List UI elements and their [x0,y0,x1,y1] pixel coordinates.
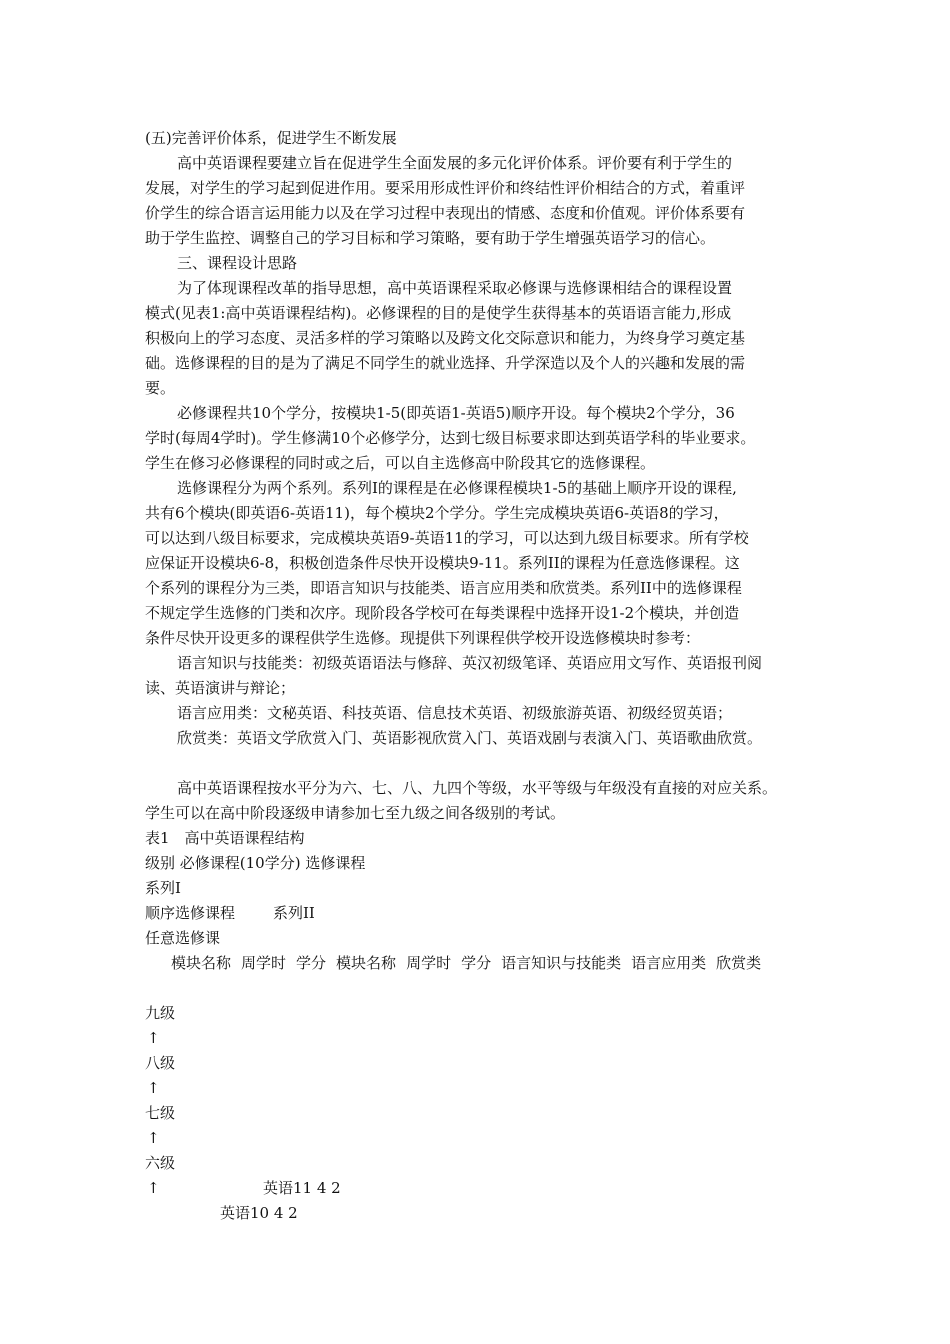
levels-paragraph-line: 高中英语课程按水平分为六、七、八、九四个等级，水平等级与年级没有直接的对应关系。 [177,779,778,797]
column-header: 周学时 [241,954,287,972]
section3-paragraph-line: 为了体现课程改革的指导思想，高中英语课程采取必修课与选修课相结合的课程设置 [177,279,733,297]
table-header-row: 任意选修课 [145,929,221,947]
required-courses-line: 学时(每周4学时)。学生修满10个必修学分，达到七级目标要求即达到英语学科的毕业要求。 [145,429,756,447]
table-row-english-11: 英语11 4 2 [263,1179,341,1197]
section5-heading: (五)完善评价体系，促进学生不断发展 [145,129,397,147]
level-label: 八级 [145,1054,176,1072]
table-header-row: 系列I [145,879,181,897]
table-header-row: 顺序选修课程 [145,904,236,922]
section5-paragraph-line: 价学生的综合语言运用能力以及在学习过程中表现出的情感、态度和价值观。评价体系要有 [145,204,746,222]
column-header: 欣赏类 [716,954,762,972]
up-arrow-icon: ↑ [147,1179,160,1197]
category-appreciation: 欣赏类：英语文学欣赏入门、英语影视欣赏入门、英语戏剧与表演入门、英语歌曲欣赏。 [177,729,763,747]
section5-paragraph-line: 发展，对学生的学习起到促进作用。要采用形成性评价和终结性评价相结合的方式，着重评 [145,179,746,197]
up-arrow-icon: ↑ [147,1079,160,1097]
column-header: 学分 [461,954,492,972]
elective-courses-line: 个系列的课程分为三类，即语言知识与技能类、语言应用类和欣赏类。系列II中的选修课程 [145,579,742,597]
level-label: 六级 [145,1154,176,1172]
column-header: 语言知识与技能类 [501,954,622,972]
category-language-skills-line: 语言知识与技能类：初级英语语法与修辞、英汉初级笔译、英语应用文写作、英语报刊阅 [177,654,763,672]
section5-paragraph-line: 高中英语课程要建立旨在促进学生全面发展的多元化评价体系。评价要有利于学生的 [177,154,733,172]
category-language-application: 语言应用类：文秘英语、科技英语、信息技术英语、初级旅游英语、初级经贸英语； [177,704,733,722]
up-arrow-icon: ↑ [147,1129,160,1147]
elective-courses-line: 应保证开设模块6-8，积极创造条件尽快开设模块9-11。系列II的课程为任意选修课程。这 [145,554,740,572]
table-header-row: 级别 必修课程(10学分) 选修课程 [145,854,366,872]
elective-courses-line: 选修课程分为两个系列。系列I的课程是在必修课程模块1-5的基础上顺序开设的课程, [177,479,737,497]
elective-courses-line: 条件尽快开设更多的课程供学生选修。现提供下列课程供学校开设选修模块时参考： [145,629,701,647]
category-language-skills-line: 读、英语演讲与辩论； [145,679,296,697]
table-column-headers [171,951,771,976]
level-label: 七级 [145,1104,176,1122]
section3-heading: 三、课程设计思路 [177,254,298,272]
column-header: 模块名称 [171,954,232,972]
elective-courses-line: 共有6个模块(即英语6-英语11)，每个模块2个学分。学生完成模块英语6-英语8的学习， [145,504,729,522]
table-header-row: 系列II [273,904,315,922]
section3-paragraph-line: 积极向上的学习态度、灵活多样的学习策略以及跨文化交际意识和能力，为终身学习奠定基 [145,329,746,347]
table-row-english-10: 英语10 4 2 [220,1204,298,1222]
section3-paragraph-line: 要。 [145,379,176,397]
section3-paragraph-line: 模式(见表1:高中英语课程结构)。必修课程的目的是使学生获得基本的英语语言能力,形成 [145,304,732,322]
required-courses-line: 必修课程共10个学分，按模块1-5(即英语1-英语5)顺序开设。每个模块2个学分，36 [177,404,735,422]
levels-paragraph-line: 学生可以在高中阶段逐级申请参加七至九级之间各级别的考试。 [145,804,566,822]
required-courses-line: 学生在修习必修课程的同时或之后，可以自主选修高中阶段其它的选修课程。 [145,454,656,472]
column-header: 模块名称 [336,954,397,972]
up-arrow-icon: ↑ [147,1029,160,1047]
column-header: 语言应用类 [631,954,707,972]
level-label: 九级 [145,1004,176,1022]
section3-paragraph-line: 础。选修课程的目的是为了满足不同学生的就业选择、升学深造以及个人的兴趣和发展的需 [145,354,746,372]
elective-courses-line: 不规定学生选修的门类和次序。现阶段各学校可在每类课程中选择开设1-2个模块，并创造 [145,604,740,622]
section5-paragraph-line: 助于学生监控、调整自己的学习目标和学习策略，要有助于学生增强英语学习的信心。 [145,229,716,247]
column-header: 周学时 [406,954,452,972]
column-header: 学分 [296,954,327,972]
elective-courses-line: 可以达到八级目标要求，完成模块英语9-英语11的学习，可以达到九级目标要求。所有学校 [145,529,749,547]
table-caption: 表1 高中英语课程结构 [145,829,305,847]
